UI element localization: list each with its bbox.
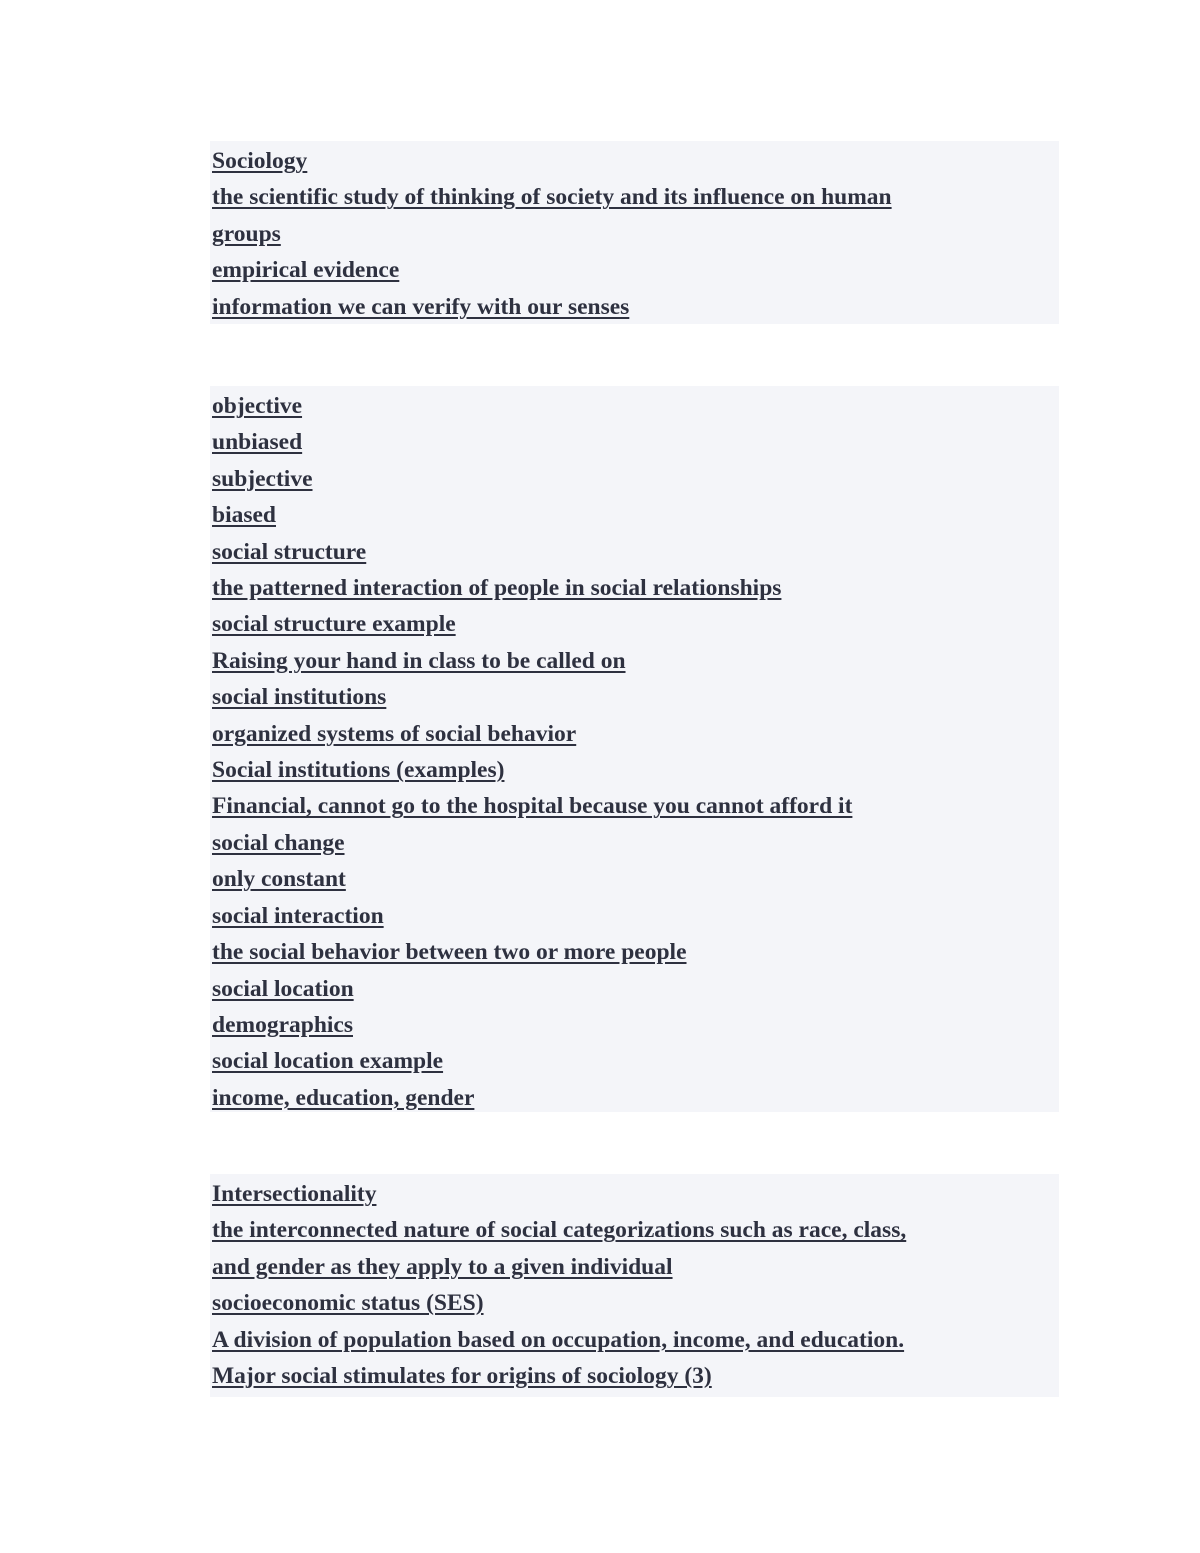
term-link[interactable]: objective [212,393,303,419]
term-link[interactable]: social change [212,829,345,856]
definition-link[interactable]: biased [212,502,276,529]
definition-link[interactable]: the scientific study of thinking of society and its influence on human [212,184,892,211]
definition-link[interactable]: only constant [212,866,346,893]
definition-link[interactable]: groups [212,220,281,247]
term-link[interactable]: social structure [212,538,367,565]
term-link[interactable]: social structure example [212,611,456,638]
term-link[interactable]: Intersectionality [212,1181,377,1207]
definition-link[interactable]: Raising your hand in class to be called on [212,647,626,674]
definition-link[interactable]: income, education, gender [212,1084,475,1111]
term-link[interactable]: social interaction [212,902,384,929]
term-link[interactable]: social location example [212,1048,444,1075]
definition-link[interactable]: the interconnected nature of social categorizations such as race, class, [212,1217,907,1244]
definition-link[interactable]: demographics [212,1011,353,1038]
term-link[interactable]: subjective [212,465,313,492]
term-link[interactable]: social institutions [212,684,387,711]
definition-link[interactable]: the social behavior between two or more people [212,939,687,966]
term-link[interactable]: Major social stimulates for origins of sociology (3) [212,1363,712,1390]
definition-link[interactable]: unbiased [212,429,303,456]
definition-link[interactable]: and gender as they apply to a given individual [212,1253,673,1280]
term-link[interactable]: social location [212,975,354,1002]
term-link[interactable]: Sociology [212,148,308,174]
definition-link[interactable]: Financial, cannot go to the hospital because you cannot afford it [212,793,853,820]
term-link[interactable]: empirical evidence [212,257,400,284]
definition-link[interactable]: the patterned interaction of people in social relationships [212,575,782,602]
term-link[interactable]: socioeconomic status (SES) [212,1290,484,1317]
definition-link[interactable]: A division of population based on occupation, income, and education. [212,1326,905,1353]
definition-link[interactable]: information we can verify with our senses [212,293,630,320]
term-link[interactable]: Social institutions (examples) [212,757,505,784]
flashcard-block-3 [210,1174,1059,1397]
flashcard-block-1 [210,141,1059,324]
definition-link[interactable]: organized systems of social behavior [212,720,577,747]
flashcard-block-2 [210,386,1059,1112]
